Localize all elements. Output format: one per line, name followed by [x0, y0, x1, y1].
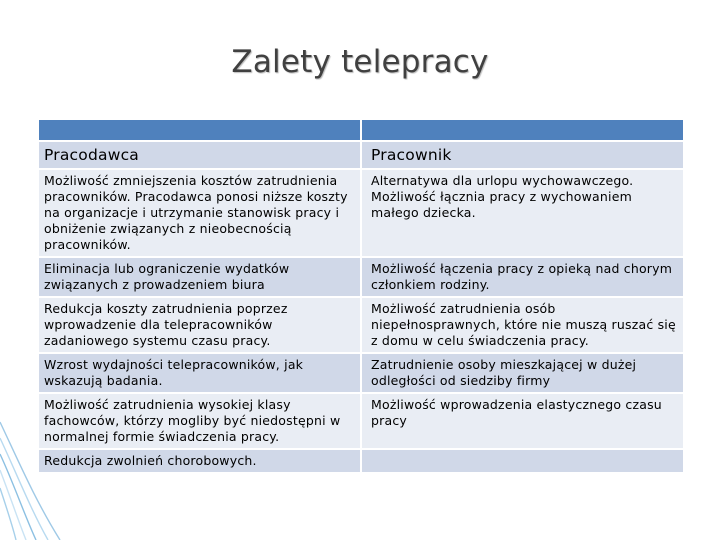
- table-row: [38, 297, 684, 353]
- slide-title: Zalety telepracy: [231, 44, 489, 80]
- table-header-row: [38, 141, 684, 169]
- table-cell-employee: Zatrudnienie osoby mieszkającej w dużej odległości od siedziby firmy: [361, 353, 684, 393]
- advantages-table: [37, 118, 685, 474]
- table-cell-employee: Możliwość łączenia pracy z opieką nad chorym członkiem rodziny.: [361, 257, 684, 297]
- table-row: [38, 257, 684, 297]
- table-row: [38, 449, 684, 473]
- table-cell-employer: Wzrost wydajności telepracowników, jak wskazują badania.: [38, 353, 361, 393]
- table-cell-employer: Redukcja koszty zatrudnienia poprzez wprowadzenie dla telepracowników zadaniowego systemu czasu pracy.: [38, 297, 361, 353]
- table-row: [38, 353, 684, 393]
- column-header-employer: Pracodawca: [38, 141, 361, 169]
- table-cell-employer: Redukcja zwolnień chorobowych.: [38, 449, 361, 473]
- table-cell-employer: Możliwość zatrudnienia wysokiej klasy fachowców, którzy mogliby być niedostępni w normalnej formie świadczenia pracy.: [38, 393, 361, 449]
- column-header-employee: Pracownik: [361, 141, 684, 169]
- table-cell-employee: [361, 449, 684, 473]
- header-band-cell: [361, 119, 684, 141]
- header-band-cell: [38, 119, 361, 141]
- table-row: [38, 393, 684, 449]
- table-cell-employer: Eliminacja lub ograniczenie wydatków związanych z prowadzeniem biura: [38, 257, 361, 297]
- table-cell-employee: Możliwość zatrudnienia osób niepełnosprawnych, które nie muszą ruszać się z domu w celu świadczenia pracy.: [361, 297, 684, 353]
- table-header-band: [38, 119, 684, 141]
- table-cell-employer: Możliwość zmniejszenia kosztów zatrudnienia pracowników. Pracodawca ponosi niższe koszty na organizacje i utrzymanie stanowisk pracy i obniżenie związanych z nieobecnością pracowników.: [38, 169, 361, 257]
- table-row: [38, 169, 684, 257]
- table-cell-employee: Możliwość wprowadzenia elastycznego czasu pracy: [361, 393, 684, 449]
- table-cell-employee: Alternatywa dla urlopu wychowawczego. Możliwość łącznia pracy z wychowaniem małego dziecka.: [361, 169, 684, 257]
